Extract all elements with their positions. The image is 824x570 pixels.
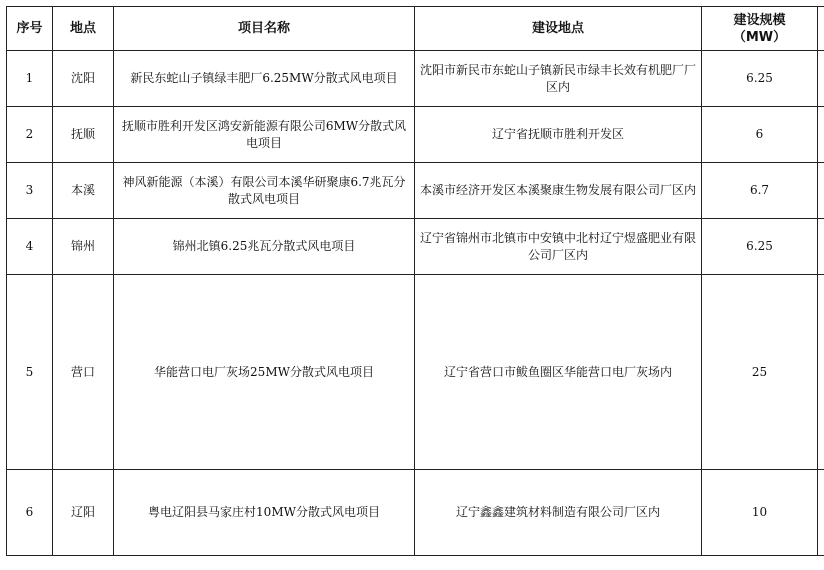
cell-location: 锦州 — [53, 219, 114, 275]
cell-project-name: 华能营口电厂灰场25MW分散式风电项目 — [114, 275, 415, 470]
cell-index: 4 — [7, 219, 53, 275]
cell-project-name: 锦州北镇6.25兆瓦分散式风电项目 — [114, 219, 415, 275]
header-scale-line2: （MW） — [732, 29, 787, 45]
cell-scale: 10 — [702, 470, 818, 556]
header-scale-line1: 建设规模 — [733, 12, 786, 28]
header-scale — [702, 7, 818, 51]
table-row — [7, 107, 824, 163]
cell-location: 本溪 — [53, 163, 114, 219]
cell-site: 辽宁鑫鑫建筑材料制造有限公司厂区内 — [415, 470, 702, 556]
header-location: 地点 — [53, 7, 114, 51]
cell-extra — [818, 219, 824, 275]
header-project-name: 项目名称 — [114, 7, 415, 51]
cell-project-name: 神风新能源（本溪）有限公司本溪华研聚康6.7兆瓦分散式风电项目 — [114, 163, 415, 219]
cell-scale: 6.25 — [702, 51, 818, 107]
cell-extra — [818, 107, 824, 163]
table-row — [7, 470, 824, 556]
cell-index: 5 — [7, 275, 53, 470]
table-header-row — [7, 7, 824, 51]
header-index: 序号 — [7, 7, 53, 51]
cell-site: 沈阳市新民市东蛇山子镇新民市绿丰长效有机肥厂厂区内 — [415, 51, 702, 107]
cell-site: 辽宁省锦州市北镇市中安镇中北村辽宁煜盛肥业有限公司厂区内 — [415, 219, 702, 275]
table-row — [7, 219, 824, 275]
cell-project-name: 抚顺市胜利开发区鸿安新能源有限公司6MW分散式风电项目 — [114, 107, 415, 163]
cell-index: 2 — [7, 107, 53, 163]
cell-scale: 25 — [702, 275, 818, 470]
cell-project-name: 粤电辽阳县马家庄村10MW分散式风电项目 — [114, 470, 415, 556]
cell-location: 辽阳 — [53, 470, 114, 556]
cell-scale: 6 — [702, 107, 818, 163]
cell-site: 辽宁省营口市鲅鱼圈区华能营口电厂灰场内 — [415, 275, 702, 470]
cell-location: 营口 — [53, 275, 114, 470]
cell-scale: 6.25 — [702, 219, 818, 275]
cell-location: 抚顺 — [53, 107, 114, 163]
cell-extra — [818, 470, 824, 556]
table-row — [7, 163, 824, 219]
header-extra — [818, 7, 824, 51]
cell-index: 3 — [7, 163, 53, 219]
cell-site: 辽宁省抚顺市胜利开发区 — [415, 107, 702, 163]
project-table — [6, 6, 824, 556]
cell-extra — [818, 51, 824, 107]
cell-index: 6 — [7, 470, 53, 556]
cell-extra — [818, 275, 824, 470]
cell-project-name: 新民东蛇山子镇绿丰肥厂6.25MW分散式风电项目 — [114, 51, 415, 107]
table-row — [7, 51, 824, 107]
header-site: 建设地点 — [415, 7, 702, 51]
cell-index: 1 — [7, 51, 53, 107]
cell-location: 沈阳 — [53, 51, 114, 107]
cell-scale: 6.7 — [702, 163, 818, 219]
cell-site: 本溪市经济开发区本溪聚康生物发展有限公司厂区内 — [415, 163, 702, 219]
cell-extra — [818, 163, 824, 219]
table-row — [7, 275, 824, 470]
